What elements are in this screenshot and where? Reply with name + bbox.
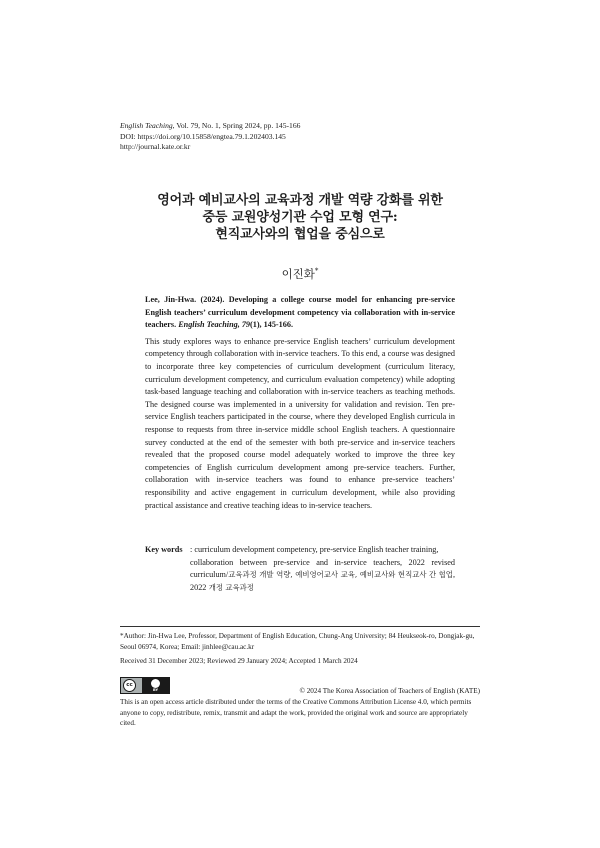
author-footnote: *Author: Jin-Hwa Lee, Professor, Department of English Education, Chung-Ang University; 84 Heukseok-ro, Dongjak-gu, Seoul 06974, Korea; Email: jinhlee@cau.ac.kr — [120, 632, 475, 651]
keywords-en-first: curriculum development competency, pre-service English teacher training, — [194, 545, 439, 554]
keywords-colon: : — [190, 545, 195, 554]
keywords-first-line — [190, 544, 455, 557]
footnote-block — [120, 631, 480, 666]
citation-pages: (1), 145-166. — [250, 320, 293, 330]
abstract-block — [145, 294, 455, 512]
doi-link[interactable]: DOI: https://doi.org/10.15858/engtea.79.1.202403.145 — [120, 131, 286, 141]
journal-masthead — [120, 121, 300, 153]
keywords-block — [145, 544, 455, 594]
journal-citation-line — [120, 121, 300, 132]
journal-name: English Teaching — [120, 121, 173, 130]
abstract-body: This study explores ways to enhance pre-service English teachers’ curriculum development competency through collaboration with in-service teachers. To this end, a course was designed to incorporate three key competencies of curriculum development (curriculum literacy, curriculum development competency, and curriculum evaluation competency) while adopting task-based language teaching and collaboration with in-service teachers as teaching methods. The designed course was implemented in a university for validation and revision. Ten pre-service English teachers participated in the course, where they developed English curricula in response to requests from three in-service middle school English teachers. A questionnaire survey conducted at the end of the semester with both pre-service and in-service teachers revealed that the proposed course model adequately worked to improve the three key competencies of English curriculum development among pre-service teachers. Further, collaboration with in-service teachers was found to enhance pre-service teachers’ responsibility and active engagement in curriculum development, while also providing practical assistance and creative teaching ideas to in-service teachers. — [145, 336, 455, 510]
footnote-divider — [120, 626, 480, 627]
journal-issue: , Vol. 79, No. 1, Spring 2024, pp. 145-166 — [172, 121, 301, 130]
keywords-text — [190, 544, 455, 594]
title-line-2: 중등 교원양성기관 수업 모형 연구: — [202, 210, 398, 225]
license-block — [120, 686, 480, 729]
title-line-3: 현직교사와의 협업을 중심으로 — [215, 227, 385, 242]
title-line-1: 영어과 예비교사의 교육과정 개발 역량 강화를 위한 — [157, 193, 443, 208]
cc-icon: cc — [123, 679, 136, 692]
article-title — [100, 192, 500, 243]
author-name — [0, 266, 600, 282]
keywords-korean-1: 교육과정 개발 역량, 예비영어교사 교육, 예비교사와 현직교사 간 협업 — [228, 570, 453, 580]
keywords-separator: , — [452, 570, 455, 580]
keywords-year: 2022 — [190, 582, 207, 592]
by-label: BY — [152, 688, 158, 692]
citation-journal: English Teaching, 79 — [178, 320, 251, 330]
journal-url-link[interactable]: http://journal.kate.or.kr — [120, 142, 191, 152]
citation-text: Lee, Jin-Hwa. (2024). Developing a college course model for enhancing pre-service English teachers’ curriculum development competency via collaboration with in-service teachers. — [145, 295, 455, 330]
received-dates: Received 31 December 2023; Reviewed 29 January 2024; Accepted 1 March 2024 — [120, 656, 358, 665]
author-footnote-mark: * — [314, 267, 319, 276]
keywords-korean-2: 개정 교육과정 — [206, 582, 254, 592]
copyright-notice: © 2024 The Korea Association of Teachers of English (KATE) — [299, 687, 480, 695]
citation — [145, 294, 455, 332]
keywords-label: Key words — [145, 545, 183, 554]
license-text: This is an open access article distributed under the terms of the Creative Commons Attribution License 4.0, which permits anyone to copy, redistribute, remix, transmit and adapt the work, provided the original work and source are appropriately cited. — [120, 697, 472, 728]
keywords-en-rest: collaboration between pre-service and in-service teachers, 2022 revised curriculum/ — [190, 557, 455, 580]
author-korean-name: 이진화 — [281, 267, 315, 281]
